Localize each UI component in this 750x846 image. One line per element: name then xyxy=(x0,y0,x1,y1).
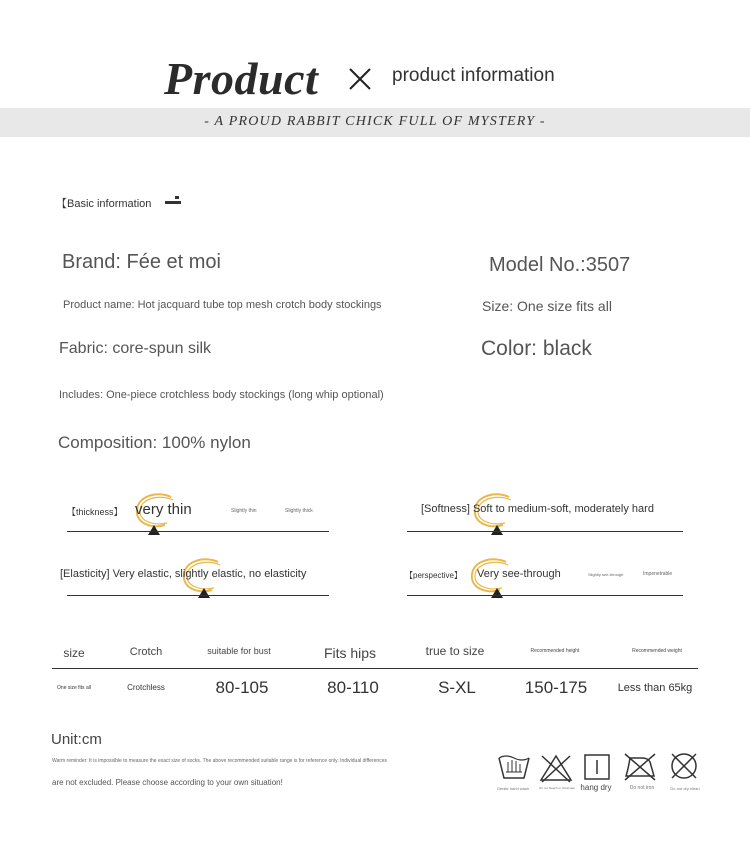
care-label-no-dry-clean: Do not dry clean xyxy=(670,786,700,791)
heading-mark-dot xyxy=(175,196,179,199)
warm-reminder: Warm reminder: It is impossible to measure the exact size of socks. The above recommended suitable range is for reference only. Individual differences xyxy=(52,758,387,764)
thickness-label: 【thickness】 xyxy=(67,507,123,517)
elasticity-scale xyxy=(67,595,329,596)
table-header-weight: Recommended weight xyxy=(632,648,682,654)
table-header-true-size: true to size xyxy=(425,644,485,658)
table-cell-height: 150-175 xyxy=(524,678,588,697)
care-label-no-bleach: Do not bleach or chlorinate xyxy=(539,786,575,790)
perspective-scale xyxy=(407,595,683,596)
brand: Brand: Fée et moi xyxy=(62,251,221,273)
times-icon xyxy=(345,64,375,94)
perspective-option-2: Impenetrable xyxy=(643,571,673,577)
perspective-label: 【perspective】 xyxy=(405,571,462,580)
softness-text: [Softness] Soft to medium-soft, moderately hard xyxy=(421,503,654,515)
model-number: Model No.:3507 xyxy=(489,254,631,276)
perspective-pointer-icon xyxy=(491,588,503,598)
care-label-hang-dry: hang dry xyxy=(580,783,612,792)
table-cell-size: One size fits all xyxy=(57,685,91,691)
unit-label: Unit:cm xyxy=(51,731,102,748)
table-cell-true-size: S-XL xyxy=(438,678,476,697)
section-heading: 【Basic information xyxy=(56,198,152,210)
color: Color: black xyxy=(481,337,592,360)
no-bleach-icon xyxy=(538,752,574,784)
perspective-selected: Very see-through xyxy=(477,568,561,580)
thickness-pointer-icon xyxy=(148,525,160,535)
table-cell-crotch: Crotchless xyxy=(127,683,165,692)
table-cell-bust: 80-105 xyxy=(215,678,269,697)
warm-reminder-note: are not excluded. Please choose according to your own situation! xyxy=(52,778,283,787)
care-label-no-iron: Do not iron xyxy=(629,785,655,791)
thickness-selected: very thin xyxy=(135,501,192,518)
no-iron-icon xyxy=(622,750,658,782)
hand-wash-icon xyxy=(496,750,532,782)
hang-dry-icon xyxy=(580,752,616,784)
care-label-hand-wash: Gentle hand wash xyxy=(496,786,530,791)
softness-pointer-icon xyxy=(491,525,503,535)
perspective-option-1: Slightly see-through xyxy=(588,572,624,577)
tagline-text: - A PROUD RABBIT CHICK FULL OF MYSTERY - xyxy=(204,114,546,129)
page-title: Product xyxy=(164,53,319,104)
product-name: Product name: Hot jacquard tube top mesh crotch body stockings xyxy=(63,299,382,311)
table-header-height: Recommended height xyxy=(530,648,580,654)
thickness-option-1: Slightly thin xyxy=(231,508,257,514)
table-divider xyxy=(52,668,698,669)
elasticity-text: [Elasticity] Very elastic, slightly elastic, no elasticity xyxy=(60,568,307,580)
table-header-crotch: Crotch xyxy=(129,646,163,658)
no-dry-clean-icon xyxy=(666,750,702,782)
table-cell-hips: 80-110 xyxy=(327,678,379,697)
page-subtitle: product information xyxy=(392,65,555,86)
elasticity-pointer-icon xyxy=(198,588,210,598)
size-info: Size: One size fits all xyxy=(482,298,612,314)
table-header-size: size xyxy=(63,646,85,660)
composition: Composition: 100% nylon xyxy=(58,433,251,452)
heading-mark xyxy=(165,201,181,204)
fabric: Fabric: core-spun silk xyxy=(59,340,212,357)
softness-scale xyxy=(407,531,683,532)
table-header-bust: suitable for bust xyxy=(207,646,271,656)
includes: Includes: One-piece crotchless body stockings (long whip optional) xyxy=(59,389,384,401)
table-cell-weight: Less than 65kg xyxy=(617,682,693,694)
thickness-option-2: Slightly thick xyxy=(285,508,313,514)
thickness-scale xyxy=(67,531,329,532)
table-header-hips: Fits hips xyxy=(323,645,377,661)
